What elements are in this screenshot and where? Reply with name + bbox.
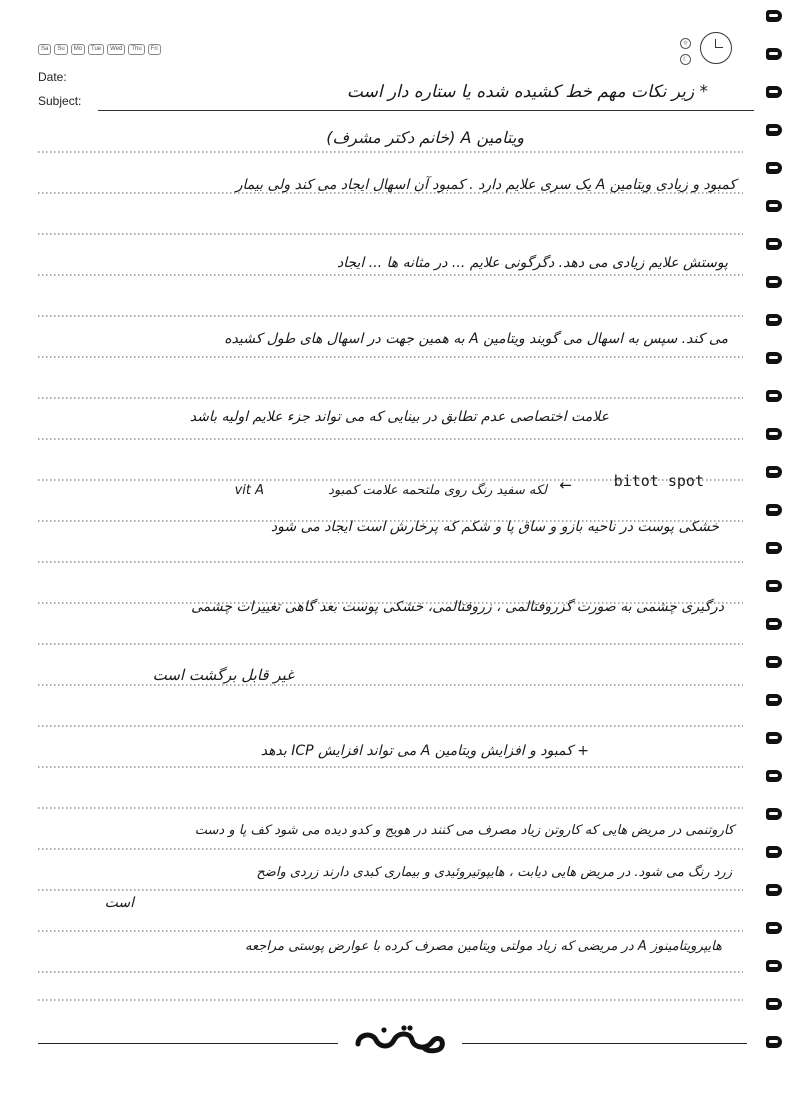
sun-icon: ☼ (680, 38, 691, 49)
note-line-11: زرد رنگ می شود. در مریض هایی دیابت ، هایپوتیروئیدی و بیماری کبدی دارند زردی واضح (256, 865, 732, 880)
note-line-6: خشکی پوست در ناحیه بازو و ساق پا و شکم که پرخارش است ایجاد می شود (270, 519, 719, 535)
note-line-5-prefix: vit A (234, 483, 264, 498)
subject-label: Subject: (38, 94, 82, 108)
day-tue: Tue (88, 44, 104, 55)
note-line-12: است (104, 895, 134, 911)
note-line-7: درگیری چشمی به صورت گزروفتالمی ، زروفتالمی، خشکی پوست بعد گاهی تغییرات چشمی (191, 599, 724, 615)
footer-line-right (462, 1043, 747, 1044)
note-line-13: هایپرویتامینوز A در مریضی که زیاد مولتی ویتامین مصرف کرده با عوارض پوستی مراجعه (245, 939, 722, 954)
note-line-10: کاروتنمی در مریض هایی که کاروتن زیاد مصرف می کنند در هویج و کدو دیده می شود کف پا و دست (194, 823, 734, 838)
spiral-binding (766, 10, 788, 1074)
moon-icon: ☾ (680, 54, 691, 65)
day-fri: Fri (148, 44, 161, 55)
note-line-5-term: bitot spot (613, 472, 704, 490)
note-line-5-text: لکه سفید رنگ روی ملتحمه علامت کمبود (328, 483, 547, 498)
note-title: ویتامین A (خانم دکتر مشرف) (326, 128, 524, 147)
day-sa: Sa (38, 44, 51, 55)
note-line-4: علامت اختصاصی عدم تطابق در بینایی که می تواند جزء علایم اولیه باشد (189, 409, 609, 425)
note-line-8: غیر قابل برگشت است (152, 666, 294, 684)
note-line-3: می کند. سپس به اسهال می گویند ویتامین A به همین جهت در اسهال های طول کشیده (224, 331, 728, 347)
note-line-2: پوستش علایم زیادی می دهد. دگرگونی علایم ... در مثانه ها ... ایجاد (336, 255, 728, 271)
day-mo: Mo (71, 44, 85, 55)
footer-line-left (38, 1043, 338, 1044)
note-line-1: کمبود و زیادی ویتامین A یک سری علایم دارد . کمبود آن اسهال ایجاد می کند ولی بیمار (235, 177, 736, 193)
date-label: Date: (38, 70, 67, 84)
note-line-9: + کمبود و افزایش ویتامین A می تواند افزایش ICP بدهد (260, 743, 589, 759)
day-su: Su (54, 44, 67, 55)
note-line-5-arrow: ← (559, 476, 572, 494)
day-thu: Thu (128, 44, 144, 55)
brand-logo-icon (350, 1022, 450, 1058)
subject-text: * زیر نکات مهم خط کشیده شده یا ستاره دار است (346, 82, 708, 102)
day-wed: Wed (107, 44, 125, 55)
